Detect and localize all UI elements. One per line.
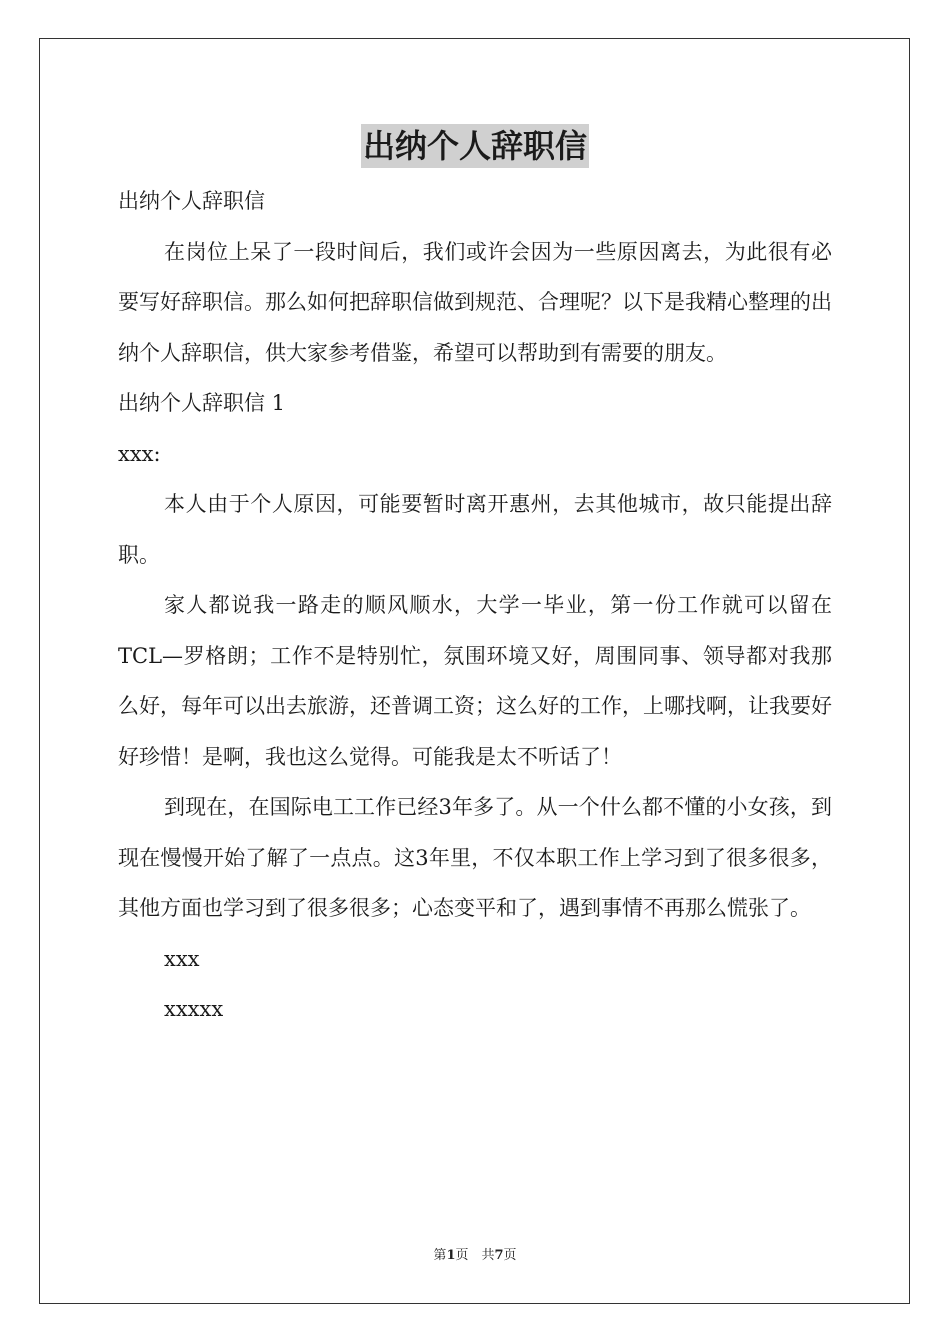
signature-name: xxx [164,946,200,971]
footer-prefix: 第 [433,1248,447,1263]
document-subtitle: 出纳个人辞职信 [118,189,265,213]
salutation: xxx: [118,441,161,466]
section-heading: 出纳个人辞职信 1 [118,391,286,415]
current-page-number: 1 [446,1248,456,1263]
footer-mid: 页 共 [455,1248,495,1263]
signature-date: xxxxx [164,997,224,1021]
document-body [118,176,832,1035]
title-container [0,124,950,168]
page-footer [0,1244,950,1263]
total-pages-number: 7 [494,1248,504,1263]
body-paragraph: 家人都说我一路走的顺风顺水，大学一毕业，第一份工作就可以留在TCL—罗格朗；工作不是特别忙，氛围环境又好，周围同事、领导都对我那么好，每年可以出去旅游，还普调工资；这么好的工作，上哪找啊，让我要好好珍惜！是啊，我也这么觉得。可能我是太不听话了！ [118,593,832,769]
body-paragraph: 到现在，在国际电工工作已经3年多了。从一个什么都不懂的小女孩，到现在慢慢开始了解了一点点。这3年里，不仅本职工作上学习到了很多很多，其他方面也学习到了很多很多；心态变平和了，遇到事情不再那么慌张了。 [118,795,832,920]
body-paragraph: 本人由于个人原因，可能要暂时离开惠州，去其他城市，故只能提出辞职。 [118,492,832,567]
document-title: 出纳个人辞职信 [361,124,589,168]
footer-suffix: 页 [503,1248,517,1263]
intro-paragraph: 在岗位上呆了一段时间后，我们或许会因为一些原因离去，为此很有必要写好辞职信。那么如何把辞职信做到规范、合理呢？以下是我精心整理的出纳个人辞职信，供大家参考借鉴，希望可以帮助到有需要的朋友。 [118,239,832,365]
